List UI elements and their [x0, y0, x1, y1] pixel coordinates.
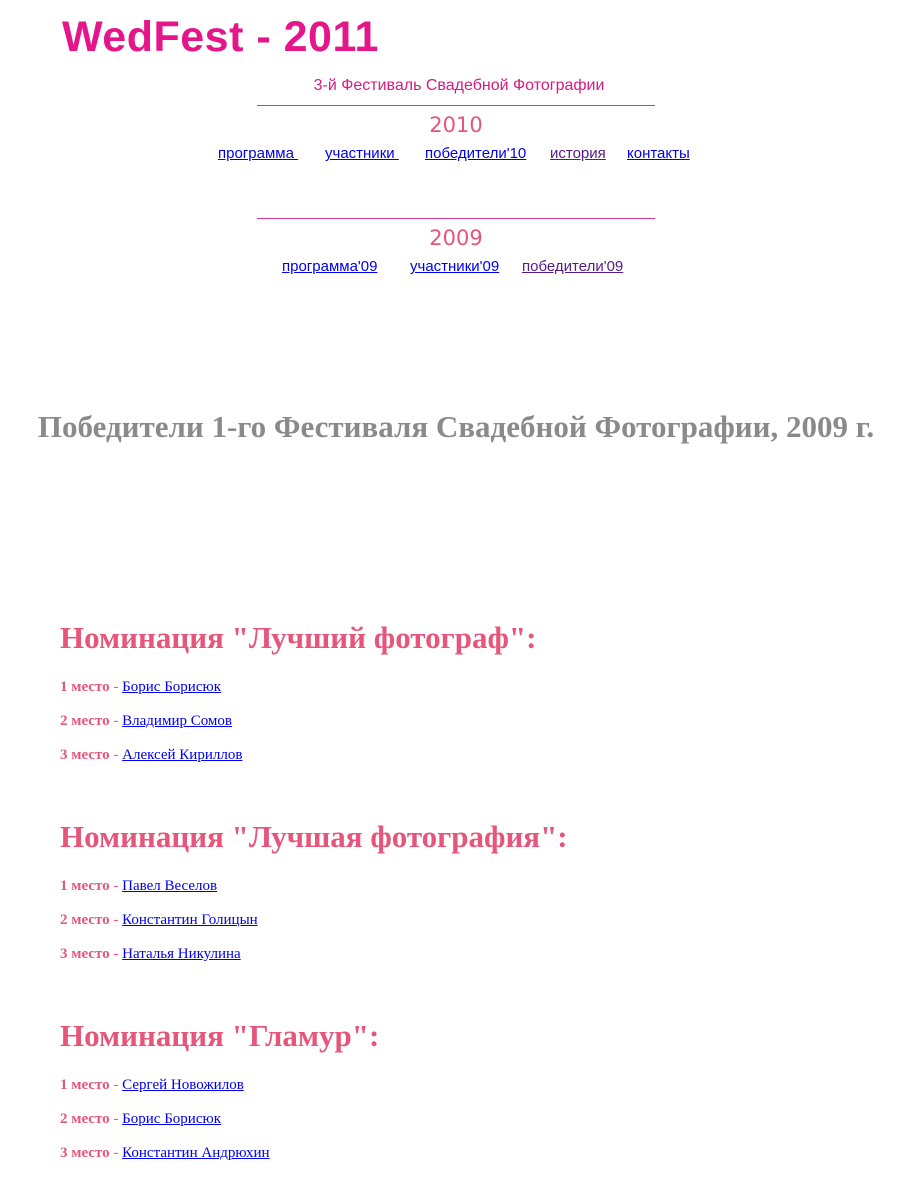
winner-row — [60, 911, 258, 929]
winner-link[interactable]: Павел Веселов — [122, 878, 218, 894]
separator: - — [113, 1077, 123, 1093]
nav-link-program-09[interactable]: программа'09 — [282, 258, 378, 275]
winner-link[interactable]: Борис Борисюк — [122, 679, 221, 695]
winner-row — [60, 1110, 221, 1128]
nav-link-participants-09[interactable]: участники'09 — [410, 258, 500, 275]
winner-link[interactable]: Наталья Никулина — [122, 946, 241, 962]
nav-link-participants[interactable]: участники — [325, 145, 399, 162]
place-label: 2 место — [60, 713, 110, 729]
place-label: 2 место — [60, 1111, 110, 1127]
winner-link[interactable]: Владимир Сомов — [122, 713, 233, 729]
separator: - — [113, 1111, 123, 1127]
nav-link-contacts[interactable]: контакты — [627, 145, 690, 162]
winner-link[interactable]: Алексей Кириллов — [122, 747, 243, 763]
winner-row — [60, 1144, 270, 1162]
winner-row — [60, 678, 221, 696]
nomination-title: Номинация "Лучший фотограф": — [60, 620, 537, 655]
winner-row — [60, 746, 242, 764]
nomination-best-photographer — [60, 620, 898, 763]
page-title: Победители 1-го Фестиваля Свадебной Фотографии, 2009 г. — [37, 409, 875, 444]
winner-link[interactable]: Константин Голицын — [122, 912, 258, 928]
nomination-title: Номинация "Гламур": — [60, 1018, 380, 1053]
separator: - — [113, 747, 123, 763]
winner-row — [60, 877, 217, 895]
separator: - — [113, 713, 123, 729]
place-label: 1 место — [60, 679, 110, 695]
winner-link[interactable]: Сергей Новожилов — [122, 1077, 244, 1093]
separator: - — [113, 679, 123, 695]
winner-link[interactable]: Борис Борисюк — [122, 1111, 221, 1127]
nav-link-winners-09[interactable]: победители'09 — [522, 258, 624, 275]
place-label: 3 место — [60, 1145, 110, 1161]
divider-2009 — [257, 218, 655, 219]
winner-link[interactable]: Константин Андрюхин — [122, 1145, 270, 1161]
place-label: 1 место — [60, 878, 110, 894]
nav-link-program[interactable]: программа — [218, 145, 299, 162]
year-label-2009: 2009 — [429, 226, 483, 250]
nomination-title: Номинация "Лучшая фотография": — [60, 819, 568, 854]
place-label: 3 место — [60, 946, 110, 962]
nomination-best-photo — [60, 819, 898, 962]
site-logo[interactable]: WedFest - 2011 — [62, 13, 379, 61]
separator: - — [113, 912, 123, 928]
site-subtitle: 3-й Фестиваль Свадебной Фотографии — [313, 77, 605, 94]
winner-row — [60, 1076, 244, 1094]
nomination-glamour — [60, 1018, 898, 1161]
winner-row — [60, 945, 241, 963]
place-label: 3 место — [60, 747, 110, 763]
separator: - — [113, 878, 123, 894]
winner-row — [60, 712, 232, 730]
place-label: 2 место — [60, 912, 110, 928]
nav-link-winners-10[interactable]: победители'10 — [425, 145, 527, 162]
divider-2010 — [257, 105, 655, 106]
nav-link-history[interactable]: история — [550, 145, 606, 162]
separator: - — [113, 1145, 123, 1161]
place-label: 1 место — [60, 1077, 110, 1093]
year-label-2010: 2010 — [429, 113, 483, 137]
separator: - — [113, 946, 123, 962]
